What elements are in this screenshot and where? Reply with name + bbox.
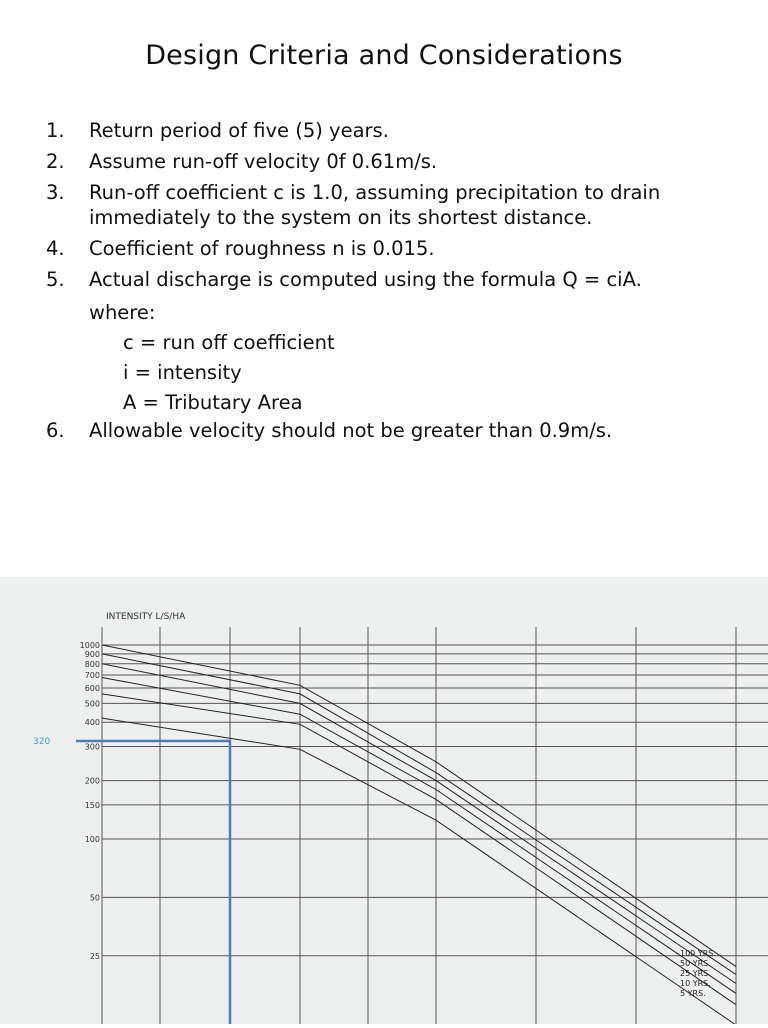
item-number: 1. xyxy=(46,119,65,142)
idf-chart-scan xyxy=(0,577,768,1024)
idf-chart xyxy=(0,577,768,1024)
list-item xyxy=(46,418,746,443)
item-text: Allowable velocity should not be greater than 0.9m/s. xyxy=(89,419,613,442)
series-line-0 xyxy=(102,645,736,967)
item-number: 6. xyxy=(46,419,65,442)
list-item xyxy=(46,149,746,174)
definition-a: A = Tributary Area xyxy=(123,391,303,414)
y-tick-label-12: 25 xyxy=(89,951,100,961)
y-tick-label-8: 200 xyxy=(84,776,100,786)
y-axis-label: INTENSITY L/S/HA xyxy=(106,612,186,622)
list-item xyxy=(46,180,746,230)
item-text: Run-off coefficient c is 1.0, assuming precipitation to drain immediately to the system on its shortest distance. xyxy=(89,181,661,229)
item-number: 4. xyxy=(46,237,65,260)
series-line-5 xyxy=(102,718,736,1024)
y-tick-label-3: 700 xyxy=(84,671,100,681)
y-tick-label-1: 900 xyxy=(84,649,100,659)
series-labels xyxy=(680,949,716,998)
item-number: 2. xyxy=(46,150,65,173)
definition-c: c = run off coefficient xyxy=(123,331,335,354)
y-tick-label-2: 800 xyxy=(84,659,100,669)
y-tick-label-0: 1000 xyxy=(79,641,100,650)
y-tick-label-11: 50 xyxy=(89,893,100,903)
item-text: Actual discharge is computed using the formula Q = ciA. xyxy=(89,268,642,291)
y-tick-label-7: 300 xyxy=(84,742,100,752)
highlight-marker xyxy=(33,737,230,1024)
item-text: Coefficient of roughness n is 0.015. xyxy=(89,237,435,260)
series-label-3: 10 YRS. xyxy=(680,979,711,988)
chart-grid xyxy=(102,627,768,1024)
series-label-4: 5 YRS. xyxy=(680,989,706,998)
series-label-2: 25 YRS. xyxy=(680,969,711,978)
where-label: where: xyxy=(89,301,156,324)
series-lines xyxy=(102,645,736,1024)
definition-i: i = intensity xyxy=(123,361,242,384)
list-item xyxy=(46,267,746,292)
list-item xyxy=(46,236,746,261)
item-number: 3. xyxy=(46,181,65,204)
series-label-0: 100 YRS. xyxy=(680,949,716,958)
series-line-2 xyxy=(102,664,736,984)
y-tick-label-9: 150 xyxy=(84,800,100,810)
page-title: Design Criteria and Considerations xyxy=(145,40,623,71)
item-text: Return period of five (5) years. xyxy=(89,119,389,142)
highlight-label: 320 xyxy=(33,737,51,748)
y-tick-label-4: 600 xyxy=(84,684,100,694)
series-line-3 xyxy=(102,678,736,994)
y-tick-label-6: 400 xyxy=(84,718,100,728)
series-line-1 xyxy=(102,654,736,975)
list-item xyxy=(46,118,746,143)
criteria-list xyxy=(46,118,746,449)
y-tick-label-5: 500 xyxy=(84,699,100,709)
series-label-1: 50 YRS. xyxy=(680,959,711,968)
item-number: 5. xyxy=(46,268,65,291)
y-tick-label-10: 100 xyxy=(84,835,100,844)
y-axis-ticks xyxy=(80,641,100,961)
item-text: Assume run-off velocity 0f 0.61m/s. xyxy=(89,150,438,173)
